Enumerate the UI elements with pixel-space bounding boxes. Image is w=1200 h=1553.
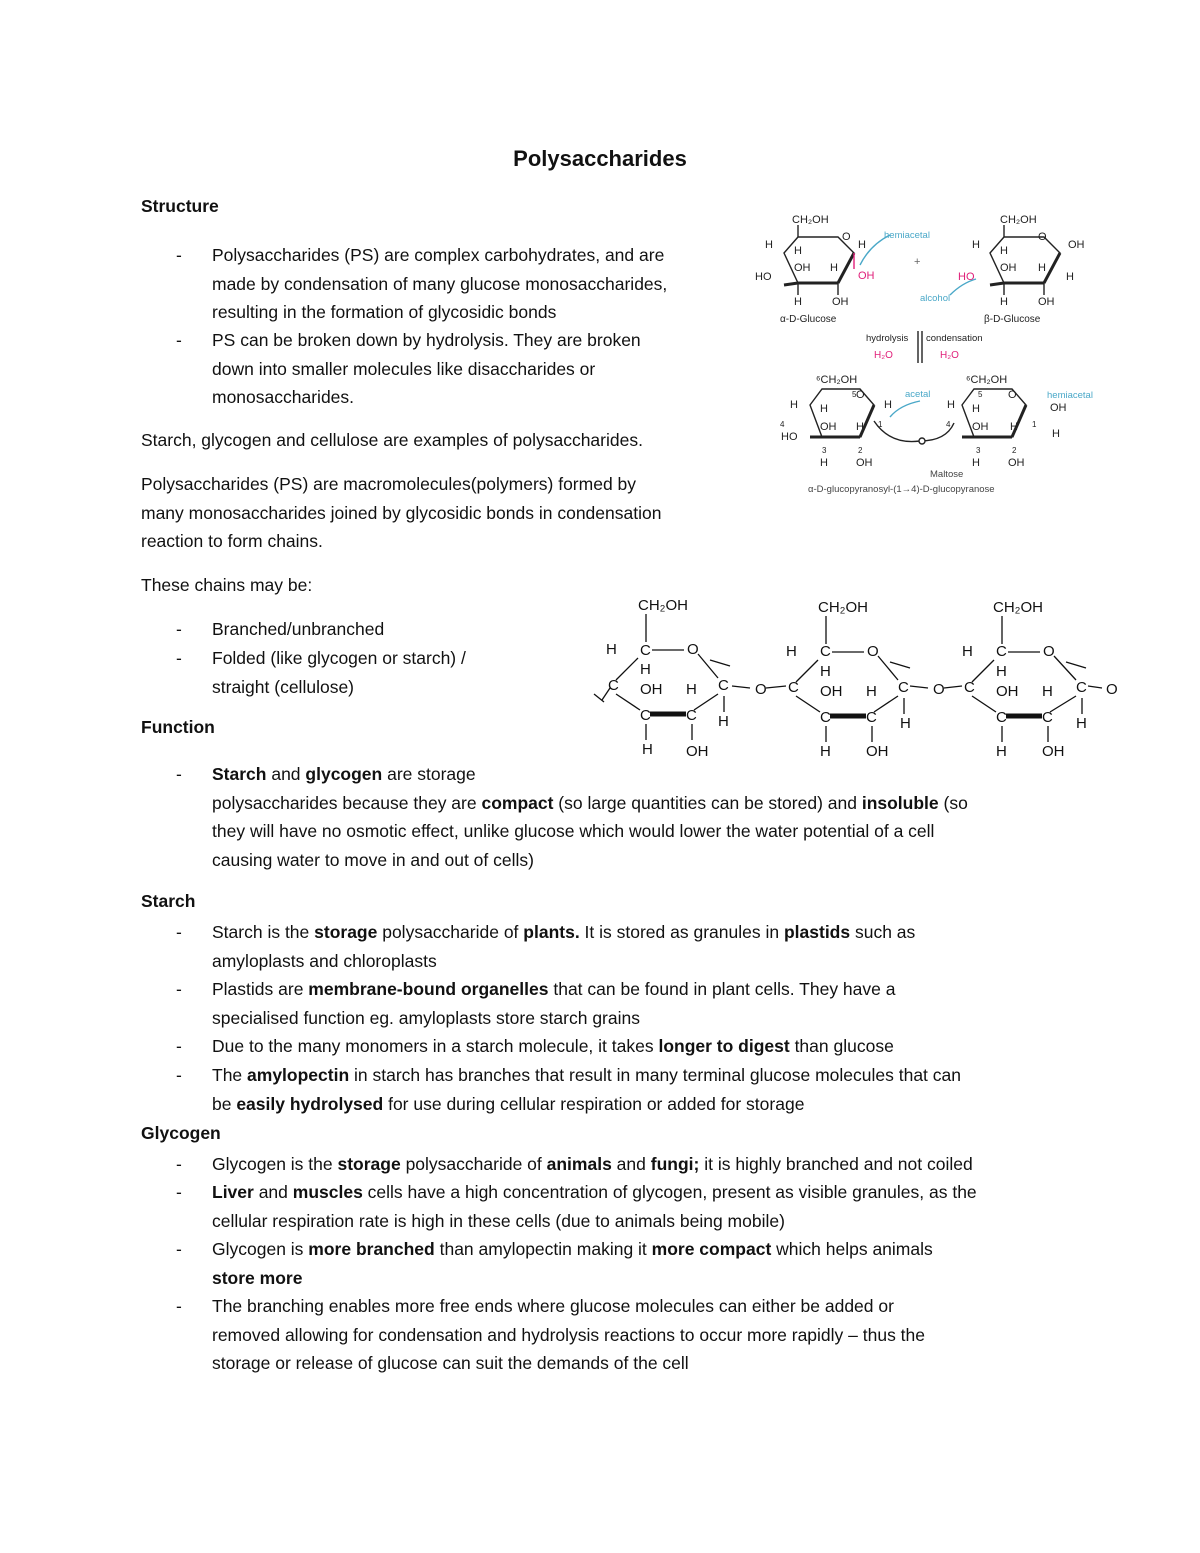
svg-text:OH: OH	[1068, 239, 1085, 251]
svg-text:H: H	[858, 239, 866, 251]
list-item-line: The amylopectin in starch has branches that result in many terminal glucose molecules that can	[212, 1065, 961, 1085]
svg-text:OH: OH	[686, 743, 709, 760]
svg-text:H₂O: H₂O	[874, 350, 893, 361]
svg-text:2: 2	[858, 446, 863, 455]
bullet-dash: -	[176, 979, 182, 999]
svg-text:C: C	[788, 679, 799, 696]
svg-text:acetal: acetal	[905, 389, 931, 400]
svg-text:C: C	[866, 709, 877, 726]
svg-text:hemiacetal: hemiacetal	[1047, 390, 1093, 401]
list-item-line: store more	[212, 1267, 303, 1288]
svg-text:HO: HO	[958, 271, 975, 283]
list-item-line: amyloplasts and chloroplasts	[212, 950, 437, 971]
svg-text:OH: OH	[972, 421, 989, 433]
svg-text:C: C	[964, 679, 975, 696]
svg-text:O: O	[1038, 231, 1047, 243]
svg-text:⁶CH₂OH: ⁶CH₂OH	[966, 374, 1008, 386]
svg-text:C: C	[820, 643, 831, 660]
svg-text:H: H	[1000, 296, 1008, 308]
svg-text:C: C	[718, 677, 729, 694]
svg-text:H: H	[900, 715, 911, 732]
list-item-line: Glycogen is more branched than amylopectin making it more compact which helps animals	[212, 1239, 933, 1259]
list-item-line: Polysaccharides (PS) are complex carbohydrates, and are	[212, 245, 665, 265]
bullet-dash: -	[176, 1065, 182, 1085]
list-item-line: polysaccharides because they are compact (so large quantities can be stored) and insoluble (so	[212, 792, 968, 813]
section-heading-glycogen: Glycogen	[141, 1123, 221, 1143]
svg-text:OH: OH	[1008, 457, 1025, 469]
svg-text:Maltose: Maltose	[930, 469, 964, 480]
list-item-line: be easily hydrolysed for use during cellular respiration or added for storage	[212, 1093, 805, 1114]
list-item-line: Plastids are membrane-bound organelles that can be found in plant cells. They have a	[212, 979, 896, 999]
svg-text:O: O	[755, 681, 767, 698]
svg-text:1: 1	[1032, 420, 1037, 429]
svg-text:O: O	[856, 389, 865, 401]
svg-text:OH: OH	[856, 457, 873, 469]
svg-text:H: H	[996, 663, 1007, 680]
list-item-line: made by condensation of many glucose monosaccharides,	[212, 273, 668, 294]
svg-text:H: H	[820, 663, 831, 680]
svg-text:H: H	[606, 641, 617, 658]
svg-text:H: H	[718, 713, 729, 730]
list-item-line: down into smaller molecules like disaccharides or	[212, 358, 596, 379]
svg-text:H: H	[866, 683, 877, 700]
svg-text:H: H	[820, 403, 828, 415]
svg-text:H: H	[856, 421, 864, 433]
svg-text:H: H	[820, 743, 831, 760]
svg-text:OH: OH	[866, 743, 889, 760]
list-item-line: causing water to move in and out of cells)	[212, 849, 534, 870]
svg-text:C: C	[640, 642, 651, 659]
paragraph-line: reaction to form chains.	[141, 531, 323, 552]
list-item-line: specialised function eg. amyloplasts store starch grains	[212, 1007, 640, 1028]
svg-text:CH₂OH: CH₂OH	[818, 599, 868, 616]
svg-text:H: H	[1010, 421, 1018, 433]
svg-text:O: O	[842, 231, 851, 243]
svg-text:O: O	[1008, 389, 1017, 401]
svg-text:H: H	[786, 643, 797, 660]
bullet-dash: -	[176, 245, 182, 265]
svg-text:H: H	[765, 239, 773, 251]
svg-text:CH₂OH: CH₂OH	[638, 597, 688, 614]
svg-text:H: H	[947, 399, 955, 411]
svg-text:C: C	[608, 677, 619, 694]
svg-text:OH: OH	[1000, 262, 1017, 274]
svg-text:H: H	[820, 457, 828, 469]
svg-text:OH: OH	[858, 270, 875, 282]
svg-text:OH: OH	[1050, 402, 1067, 414]
paragraph: These chains may be:	[141, 575, 313, 595]
list-item-line: The branching enables more free ends where glucose molecules can either be added or	[212, 1296, 894, 1316]
paragraph: Starch, glycogen and cellulose are examples of polysaccharides.	[141, 430, 643, 450]
svg-text:C: C	[686, 707, 697, 724]
svg-text:OH: OH	[832, 296, 849, 308]
svg-text:H: H	[1000, 245, 1008, 257]
svg-text:alcohol: alcohol	[920, 293, 951, 304]
list-item-line: Folded (like glycogen or starch) /	[212, 648, 466, 668]
bullet-dash: -	[176, 1182, 182, 1202]
svg-text:H: H	[1076, 715, 1087, 732]
bullet-dash: -	[176, 330, 182, 350]
svg-text:H: H	[962, 643, 973, 660]
svg-text:1: 1	[878, 420, 883, 429]
section-heading-starch: Starch	[141, 891, 196, 911]
svg-text:O: O	[1043, 643, 1055, 660]
paragraph	[141, 470, 661, 556]
svg-text:OH: OH	[820, 683, 843, 700]
svg-text:C: C	[996, 709, 1007, 726]
list-item-line: resulting in the formation of glycosidic bonds	[212, 302, 557, 323]
paragraph-line: many monosaccharides joined by glycosidic bonds in condensation	[141, 502, 662, 523]
list-item-line: they will have no osmotic effect, unlike glucose which would lower the water potential of a cell	[212, 821, 935, 842]
svg-text:HO: HO	[755, 271, 772, 283]
list-item-line: Due to the many monomers in a starch molecule, it takes longer to digest than glucose	[212, 1036, 894, 1056]
svg-text:H: H	[996, 743, 1007, 760]
svg-text:H: H	[686, 681, 697, 698]
svg-text:4: 4	[780, 420, 785, 429]
svg-text:α-D-glucopyranosyl-(1→4)-D-glu: α-D-glucopyranosyl-(1→4)-D-glucopyranose	[808, 484, 995, 495]
section-heading-structure: Structure	[141, 196, 219, 216]
svg-text:5: 5	[852, 390, 857, 399]
svg-text:C: C	[640, 707, 651, 724]
svg-text:H: H	[790, 399, 798, 411]
svg-text:OH: OH	[996, 683, 1019, 700]
ch2oh-label: CH₂OH	[792, 214, 829, 226]
svg-text:H: H	[830, 262, 838, 274]
svg-text:3: 3	[822, 446, 827, 455]
svg-text:H: H	[972, 403, 980, 415]
svg-text:O: O	[687, 641, 699, 658]
list-item-line: PS can be broken down by hydrolysis. They are broken	[212, 330, 641, 350]
list-item-line: Branched/unbranched	[212, 619, 385, 639]
svg-text:O: O	[933, 681, 945, 698]
svg-text:5: 5	[978, 390, 983, 399]
svg-text:OH: OH	[640, 681, 663, 698]
list-item-line: Glycogen is the storage polysaccharide of animals and fungi; it is highly branched and not coiled	[212, 1154, 973, 1174]
svg-text:hemiacetal: hemiacetal	[884, 230, 930, 241]
page-title: Polysaccharides	[513, 146, 687, 171]
bullet-dash: -	[176, 1239, 182, 1259]
svg-text:H: H	[1066, 271, 1074, 283]
list-item-line: cellular respiration rate is high in these cells (due to animals being mobile)	[212, 1210, 785, 1231]
bullet-dash: -	[176, 922, 182, 942]
svg-text:H: H	[972, 457, 980, 469]
svg-text:CH₂OH: CH₂OH	[993, 599, 1043, 616]
svg-text:H: H	[972, 239, 980, 251]
list-item-line: Liver and muscles cells have a high concentration of glycogen, present as visible granules, as the	[212, 1182, 977, 1202]
glucose-chain-diagram	[590, 590, 1125, 765]
svg-text:2: 2	[1012, 446, 1017, 455]
svg-text:condensation: condensation	[926, 333, 983, 344]
svg-text:OH: OH	[820, 421, 837, 433]
bullet-dash: -	[176, 1154, 182, 1174]
svg-text:OH: OH	[1042, 743, 1065, 760]
bullet-dash: -	[176, 1036, 182, 1056]
svg-text:H: H	[642, 741, 653, 758]
bullet-dash: -	[176, 1296, 182, 1316]
svg-text:H: H	[794, 245, 802, 257]
list-item-line: removed allowing for condensation and hydrolysis reactions to occur more rapidly – thus the	[212, 1324, 926, 1345]
svg-text:H: H	[884, 399, 892, 411]
svg-text:O: O	[867, 643, 879, 660]
svg-text:C: C	[1076, 679, 1087, 696]
svg-text:C: C	[898, 679, 909, 696]
svg-text:H₂O: H₂O	[940, 350, 959, 361]
list-item-line: Starch and glycogen are storage	[212, 764, 476, 784]
svg-text:β-D-Glucose: β-D-Glucose	[984, 314, 1041, 325]
bullet-dash: -	[176, 764, 182, 784]
svg-text:H: H	[794, 296, 802, 308]
svg-text:C: C	[996, 643, 1007, 660]
section-heading-function: Function	[141, 717, 215, 737]
list-item-line: straight (cellulose)	[212, 676, 354, 697]
svg-text:α-D-Glucose: α-D-Glucose	[780, 314, 837, 325]
svg-text:O: O	[1106, 681, 1118, 698]
svg-text:H: H	[640, 661, 651, 678]
svg-text:3: 3	[976, 446, 981, 455]
svg-text:OH: OH	[1038, 296, 1055, 308]
list-item-line: monosaccharides.	[212, 387, 355, 408]
glucose-maltose-diagram	[750, 205, 1095, 505]
bullet-dash: -	[176, 648, 182, 668]
list-item-line: storage or release of glucose can suit the demands of the cell	[212, 1353, 689, 1374]
svg-text:⁶CH₂OH: ⁶CH₂OH	[816, 374, 858, 386]
svg-text:hydrolysis: hydrolysis	[866, 333, 909, 344]
svg-text:C: C	[1042, 709, 1053, 726]
svg-text:H: H	[1052, 428, 1060, 440]
svg-text:H: H	[1038, 262, 1046, 274]
svg-text:4: 4	[946, 420, 951, 429]
svg-text:OH: OH	[794, 262, 811, 274]
svg-text:H: H	[1042, 683, 1053, 700]
svg-text:CH₂OH: CH₂OH	[1000, 214, 1037, 226]
bullet-dash: -	[176, 619, 182, 639]
paragraph-line: Polysaccharides (PS) are macromolecules(polymers) formed by	[141, 474, 637, 494]
svg-text:C: C	[820, 709, 831, 726]
list-item-line: Starch is the storage polysaccharide of plants. It is stored as granules in plastids such as	[212, 922, 916, 942]
svg-text:HO: HO	[781, 431, 798, 443]
svg-text:+: +	[914, 256, 921, 268]
